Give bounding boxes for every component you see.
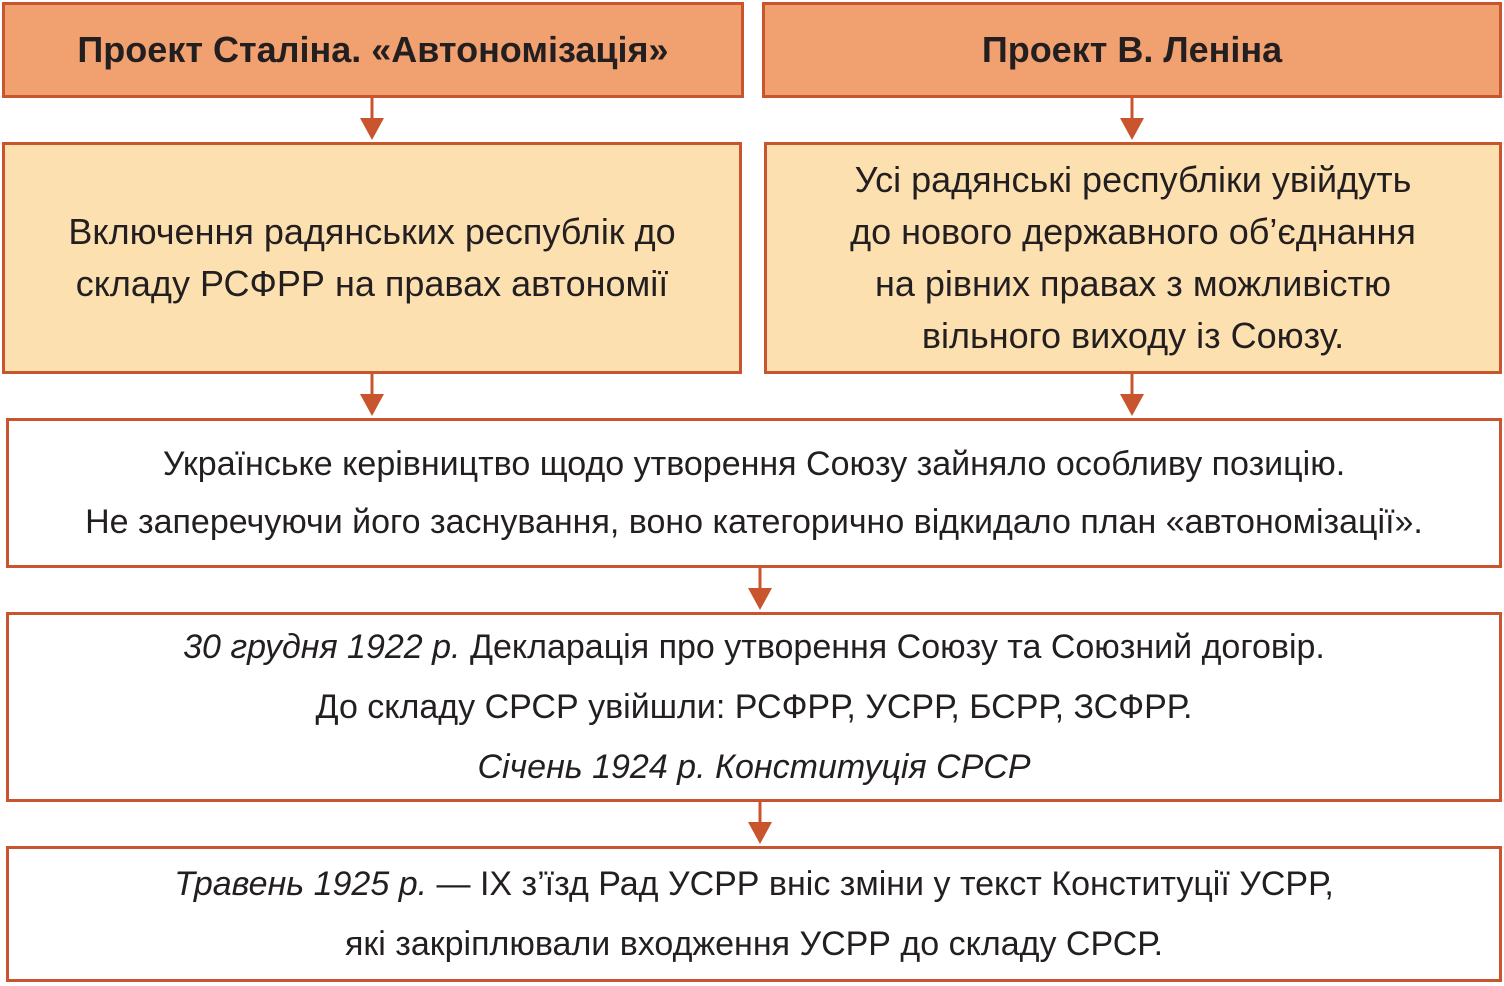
lenin-desc-line: до нового державного об’єднання [850, 211, 1416, 252]
header-lenin-project [762, 2, 1502, 98]
ukraine-position-line: Не заперечуючи його заснування, воно категорично відкидало план «автономізації». [85, 503, 1423, 541]
arrow-head [1120, 118, 1144, 140]
arrow-head [360, 394, 384, 416]
header-lenin-text: Проект В. Леніна [981, 29, 1283, 70]
declaration-line-3: Січень 1924 р. Конституція СРСР [477, 748, 1031, 786]
arrow-head [748, 588, 772, 610]
stalin-desc-line: Включення радянських республік до [68, 211, 676, 252]
stalin-description-box [2, 142, 742, 374]
declaration-date: 30 грудня 1922 р. [183, 628, 461, 666]
congress-date: Травень 1925 р. [174, 865, 428, 903]
declaration-line-1 [183, 617, 1325, 677]
congress-text: — ІХ з’їзд Рад УСРР вніс зміни у текст Конституції УСРР, [427, 865, 1334, 903]
arrow-head [1120, 394, 1144, 416]
declaration-line-2: До складу СРСР увійшли: РСФРР, УСРР, БСРР, ЗСФРР. [315, 688, 1193, 726]
header-stalin-text: Проект Сталіна. «Автономізація» [77, 29, 669, 70]
stalin-desc-line: складу РСФРР на правах автономії [75, 263, 669, 304]
declaration-box [6, 612, 1502, 802]
header-stalin-project [2, 2, 744, 98]
arrow-head [748, 822, 772, 844]
congress-line-2: які закріплювали входження УСРР до складу СРСР. [344, 925, 1164, 963]
lenin-desc-line: на рівних правах з можливістю [874, 263, 1391, 304]
lenin-description-box [764, 142, 1502, 374]
ukraine-position-line: Українське керівництво щодо утворення Союзу зайняло особливу позицію. [162, 445, 1346, 483]
congress-box [6, 846, 1502, 982]
lenin-desc-line: Усі радянські республіки увійдуть [854, 159, 1412, 200]
declaration-text: Декларація про утворення Союзу та Союзний договір. [460, 628, 1325, 666]
congress-line-1 [174, 854, 1334, 914]
lenin-desc-line: вільного виходу із Союзу. [921, 315, 1345, 356]
ukraine-position-box [6, 418, 1502, 568]
arrow-head [360, 118, 384, 140]
